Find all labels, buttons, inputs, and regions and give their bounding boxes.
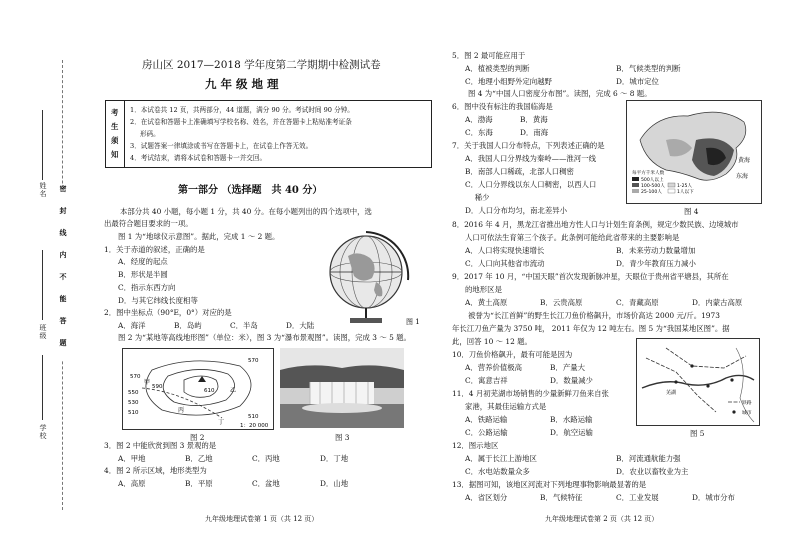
option: A．植被类型的判断	[465, 64, 530, 73]
notice-label-char: 知	[111, 150, 119, 159]
option: B．云贵高原	[540, 298, 583, 307]
contour-map	[122, 348, 274, 430]
option: 稀少	[465, 193, 490, 202]
legend-item: 500人以上	[641, 178, 664, 183]
seal-char: 题	[59, 339, 68, 347]
seal-char: 答	[59, 317, 68, 325]
option: A．经度的起点	[118, 257, 168, 266]
notice-label-char: 须	[111, 136, 119, 145]
option: D．丁地	[320, 454, 349, 463]
point-label: 丁	[218, 419, 225, 426]
legend-item: 100-500人	[641, 184, 665, 189]
option: D．人口分布均匀，南北差异小	[465, 206, 568, 215]
option: B．岛屿	[174, 321, 202, 330]
question-6: 6．图中没有标注的我国临海是	[452, 102, 553, 111]
seal-char: 不	[59, 273, 68, 281]
contour-label: 510	[128, 410, 139, 416]
question-12: 12．图示地区	[452, 441, 499, 450]
class-underline	[42, 250, 43, 320]
option: A．属于长江上游地区	[465, 454, 537, 463]
legend-item: 铁路	[742, 401, 752, 406]
option: A．铁路运输	[465, 415, 508, 424]
option: A．省区划分	[465, 493, 508, 502]
notice-item: 4．考试结束，请将本试卷和答题卡一并交回。	[130, 154, 267, 162]
school-label: 学校	[39, 424, 47, 440]
binding-margin	[18, 0, 88, 551]
option: B．河流通航能力强	[616, 454, 681, 463]
fig1-intro: 图 1 为“地球仪示意图”。据此，完成 1 ～ 2 题。	[118, 232, 280, 241]
fig5-caption: 图 5	[690, 429, 705, 438]
fig3-caption: 图 3	[335, 433, 350, 442]
globe-figure	[318, 226, 420, 326]
option: C．盆地	[252, 479, 280, 488]
option: B．形状是半圆	[118, 270, 168, 279]
question-2: 2．图中坐标点（90°E，0°）对应的是	[104, 308, 232, 317]
option: C．东海	[465, 128, 493, 137]
option: D．青少年教育压力减小	[616, 259, 696, 268]
point-label: 乙	[230, 387, 237, 394]
option: C．青藏高原	[616, 298, 659, 307]
option: B．南部人口稀疏，北部人口稠密	[465, 167, 574, 176]
option: C．人口向其他省市流动	[465, 259, 545, 268]
contour-label: 590	[152, 384, 163, 390]
question-8-cont: 人口可依法生育第三个孩子。此条例可能给此省带来的主要影响是	[465, 233, 680, 242]
name-underline	[42, 110, 43, 180]
question-11: 11．4 月初芜湖市场销售的少量新鲜刀鱼来自张	[452, 389, 609, 398]
question-5: 5．图 2 最可能应用于	[452, 51, 526, 60]
sea-label: 东海	[736, 173, 749, 180]
question-9: 9．2017 年 10 月，“中国天眼”首次发现新脉冲星，天眼位于贵州省平塘县，其所在	[452, 272, 729, 281]
region-map	[636, 338, 760, 426]
notice-item: 3．试题答案一律填涂或书写在答题卡上，在试卷上作答无效。	[130, 142, 313, 150]
option: D．农业以畜牧业为主	[616, 467, 689, 476]
option: D．山地	[320, 479, 349, 488]
option: A．甲地	[118, 454, 146, 463]
class-label: 班级	[39, 324, 47, 340]
option: C．地理小组野外定向越野	[465, 77, 552, 86]
option: D．航空运输	[550, 428, 593, 437]
fig5-intro: 此，回答 10 ～ 12 题。	[452, 337, 532, 346]
notice-box	[105, 100, 432, 168]
point-label: 甲	[144, 379, 151, 386]
option: A．营养价值极高	[465, 363, 523, 372]
option: A．我国人口分界线为秦岭——淮河一线	[465, 154, 596, 163]
sea-label: 黄海	[738, 157, 751, 164]
option: C．丙地	[252, 454, 280, 463]
option: A．渤海	[465, 115, 493, 124]
city-label: 芜湖	[666, 390, 677, 396]
option: A．人口将实现快速增长	[465, 246, 545, 255]
fig5-intro: 被誉为“长江首鲜”的野生长江刀鱼价格飙升，市场价高达 2000 元/斤。1973	[468, 311, 720, 320]
question-10: 10．刀鱼价格飙升，最有可能是因为	[452, 350, 573, 359]
question-4: 4．图 2 所示区域，地形类型为	[104, 466, 207, 475]
contour-label: 510	[248, 414, 259, 420]
page-footer: 九年级地理试卷第 2 页（共 12 页）	[545, 515, 659, 523]
school-underline	[42, 355, 43, 420]
fig5-intro: 年长江刀鱼产量为 3750 吨， 2011 年仅为 12 吨左右。图 5 为“我国某地区图”。据	[452, 324, 730, 333]
notice-label-char: 考	[111, 108, 119, 117]
question-3: 3．图 2 中能欣赏到图 3 景观的是	[104, 441, 217, 450]
contour-label: 530	[128, 400, 139, 406]
legend-item: 1-25人	[677, 184, 693, 189]
notice-item: 1．本试卷共 12 页，共两部分，44 道题，满分 90 分。考试时间 90 分钟。	[130, 106, 354, 114]
option: D．数量减少	[550, 376, 593, 385]
question-8: 8．2016 年 4 月，黑龙江省推出地方性人口与计划生育条例，规定少数民族、边境城市	[452, 220, 739, 229]
question-9-cont: 的地形区是	[465, 285, 502, 294]
contour-label: 610	[204, 388, 215, 394]
option: C．水电站数量众多	[465, 467, 530, 476]
part-desc: 本部分共 40 小题，每小题 1 分，共 40 分。在每小题列出的四个选项中，选	[120, 207, 372, 216]
contour-label: 550	[128, 390, 139, 396]
notice-item: 2．在试卷和答题卡上准确填写学校名称、姓名，并在答题卡上粘贴准考证条	[130, 118, 352, 126]
option: A．高原	[118, 479, 146, 488]
seal-char: 封	[59, 207, 68, 215]
option: B．未来劳动力数量增加	[616, 246, 696, 255]
question-13: 13．据图可知，该地区河流对下列地理事物影响最显著的是	[452, 480, 647, 489]
map-scale: 1：20 000	[240, 423, 269, 429]
question-7: 7．关于我国人口分布特点，下列表述正确的是	[452, 141, 605, 150]
fig1-caption: 图 1	[406, 318, 420, 326]
option: A．海洋	[118, 321, 146, 330]
option: B．乙地	[185, 454, 213, 463]
option: D．内蒙古高原	[692, 298, 743, 307]
legend-title: 每平方千米人数	[632, 171, 665, 176]
exam-subtitle: 九 年 级 地 理	[205, 77, 279, 91]
notice-label-char: 生	[111, 122, 119, 131]
seal-text	[58, 185, 68, 361]
notice-label	[106, 101, 125, 167]
contour-label: 570	[248, 358, 259, 364]
option: D．大陆	[286, 321, 315, 330]
legend-item: 1人以下	[677, 190, 694, 195]
fig23-intro: 图 2 为“某地等高线地形图”（单位：米），图 3 为“瀑布景观图”。读图，完成 3 ～ 5 题。	[118, 333, 411, 342]
legend-item: 城市	[742, 411, 752, 416]
part-title: 第一部分 （选择题 共 40 分）	[178, 185, 323, 196]
option: B．平原	[185, 479, 213, 488]
option: D．城市分布	[692, 493, 735, 502]
fig2-caption: 图 2	[190, 433, 205, 442]
contour-label: 570	[130, 374, 141, 380]
option: C．公路运输	[465, 428, 508, 437]
question-1: 1．关于赤道的叙述，正确的是	[104, 245, 205, 254]
option: C．寓意吉祥	[465, 376, 508, 385]
name-label: 姓名	[39, 182, 47, 198]
option: B．水路运输	[550, 415, 593, 424]
question-11-cont: 家港，其最佳运输方式是	[465, 402, 547, 411]
seal-char: 内	[59, 251, 68, 259]
seal-char: 线	[59, 229, 68, 237]
option: B．黄海	[520, 115, 548, 124]
exam-title: 房山区 2017—2018 学年度第二学期期中检测试卷	[142, 59, 381, 71]
point-label: 丙	[178, 407, 185, 414]
option: C．指示东西方向	[118, 283, 176, 292]
option: D．城市定位	[616, 77, 659, 86]
seal-char: 密	[59, 185, 68, 193]
option: C．工业发展	[616, 493, 659, 502]
option: D．南海	[520, 128, 549, 137]
option: C．半岛	[230, 321, 258, 330]
part-desc: 出最符合题目要求的一项。	[104, 219, 193, 228]
legend-item: 25-100人	[641, 190, 662, 195]
fig4-caption: 图 4	[684, 207, 699, 216]
page-footer: 九年级地理试卷第 1 页（共 12 页）	[205, 515, 319, 523]
option: B．气候类型的判断	[616, 64, 681, 73]
option: B．气候特征	[540, 493, 583, 502]
population-density-map	[626, 100, 762, 204]
waterfall-photo	[280, 348, 404, 428]
notice-item: 形码。	[140, 130, 160, 138]
option: D．与其它纬线长度相等	[118, 296, 198, 305]
option: A．黄土高原	[465, 298, 508, 307]
fig4-intro: 图 4 为“中国人口密度分布图”。读图，完成 6 ～ 8 题。	[468, 89, 652, 98]
option: C．人口分界线以东人口稠密，以西人口	[465, 180, 597, 189]
seal-char: 能	[59, 295, 68, 303]
option: B．产量大	[550, 363, 585, 372]
